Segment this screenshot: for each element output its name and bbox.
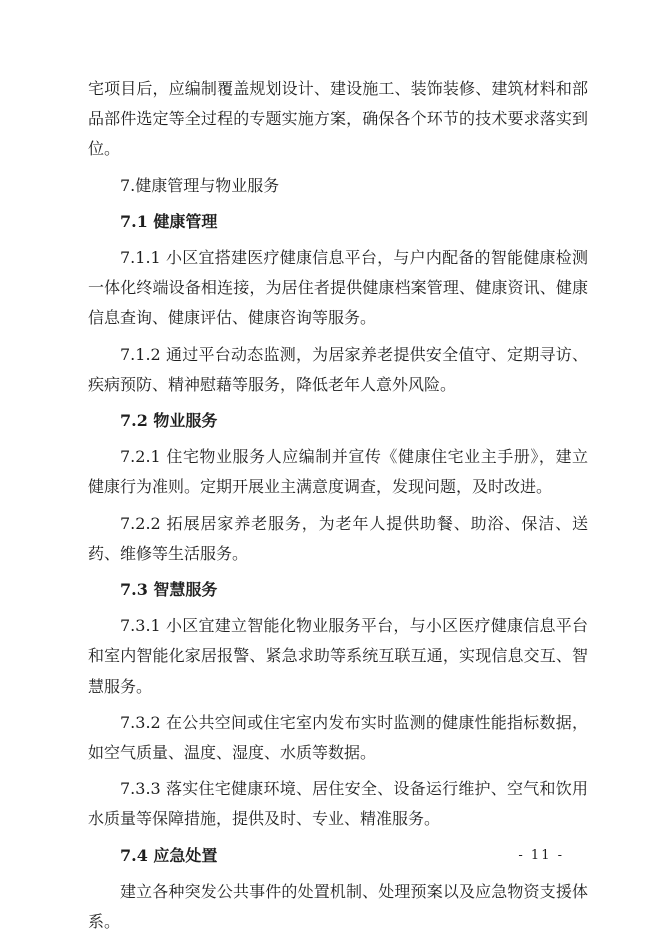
body-paragraph: 7.1.1 小区宜搭建医疗健康信息平台，与户内配备的智能健康检测一体化终端设备相连接，为居住者提供健康档案管理、健康资讯、健康信息查询、健康评估、健康咨询等服务。	[88, 248, 588, 328]
subsection-heading: 7.2 物业服务	[120, 411, 218, 431]
section-heading: 7.健康管理与物业服务	[120, 175, 280, 195]
body-paragraph: 7.2.2 拓展居家养老服务，为老年人提供助餐、助浴、保洁、送药、维修等生活服务。	[88, 513, 588, 563]
document-body	[88, 74, 588, 937]
paragraph-continuation: 宅项目后，应编制覆盖规划设计、建设施工、装饰装修、建筑材料和部品部件选定等全过程的专题实施方案，确保各个环节的技术要求落实到位。	[88, 79, 588, 159]
body-paragraph: 建立各种突发公共事件的处置机制、处理预案以及应急物资支援体系。	[88, 881, 588, 932]
page-number: - 11 -	[518, 848, 564, 863]
body-paragraph: 7.3.1 小区宜建立智能化物业服务平台，与小区医疗健康信息平台和室内智能化家居报警、紧急求助等系统互联互通，实现信息交互、智慧服务。	[88, 616, 588, 696]
body-paragraph: 7.3.3 落实住宅健康环境、居住安全、设备运行维护、空气和饮用水质量等保障措施，提供及时、专业、精准服务。	[88, 779, 588, 829]
body-paragraph: 7.1.2 通过平台动态监测，为居家养老提供安全值守、定期寻访、疾病预防、精神慰藉等服务，降低老年人意外风险。	[88, 344, 588, 394]
subsection-heading: 7.1 健康管理	[120, 211, 218, 231]
body-paragraph: 7.3.2 在公共空间或住宅室内发布实时监测的健康性能指标数据，如空气质量、温度、湿度、水质等数据。	[88, 712, 588, 763]
subsection-heading: 7.4 应急处置	[120, 845, 218, 865]
subsection-heading: 7.3 智慧服务	[120, 580, 218, 600]
body-paragraph: 7.2.1 住宅物业服务人应编制并宣传《健康住宅业主手册》，建立健康行为准则。定期开展业主满意度调查，发现问题，及时改进。	[88, 447, 588, 497]
